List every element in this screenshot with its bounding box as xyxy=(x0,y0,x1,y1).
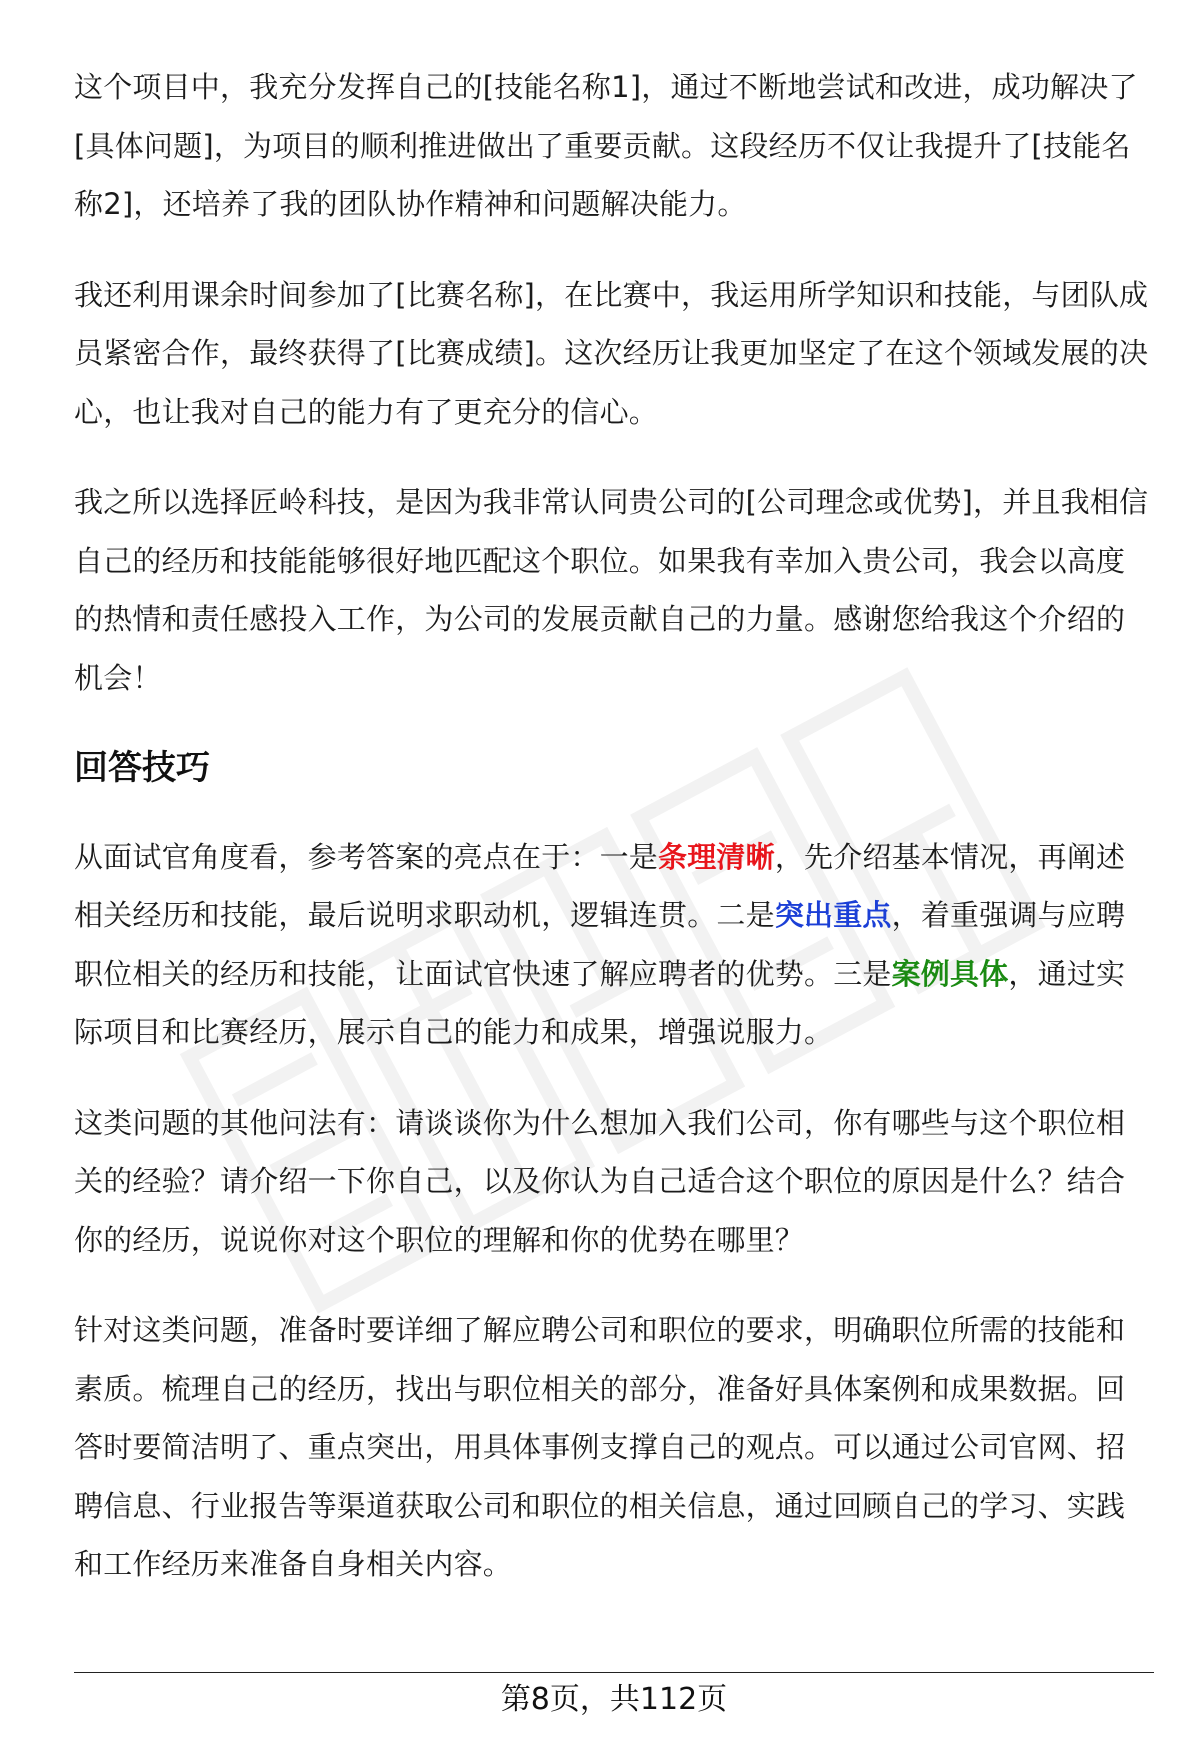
paragraph-preparation-advice: 针对这类问题，准备时要详细了解应聘公司和职位的要求，明确职位所需的技能和素质。梳理自己的经历，找出与职位相关的部分，准备好具体案例和成果数据。回答时要简洁明了、重点突出，用具体事例支撑自己的观点。可以通过公司官网、招聘信息、行业报告等渠道获取公司和职位的相关信息，通过回顾自己的学习、实践和工作经历来准备自身相关内容。 xyxy=(74,1313,1126,1581)
paragraph-project-experience: 这个项目中，我充分发挥自己的[技能名称1]，通过不断地尝试和改进，成功解决了[具体问题]，为项目的顺利推进做出了重要贡献。这段经历不仅让我提升了[技能名称2]，还培养了我的团队协作精神和问题解决能力。 xyxy=(74,70,1138,221)
tips-text-4: ，通过实际项目和比赛经历，展示自己的能力和成果，增强说服力。 xyxy=(74,956,1126,1049)
paragraph-competition-experience: 我还利用课余时间参加了[比赛名称]，在比赛中，我运用所学知识和技能，与团队成员紧密合作，最终获得了[比赛成绩]。这次经历让我更加坚定了在这个领域发展的决心，也让我对自己的能力有了更充分的信心。 xyxy=(74,277,1149,429)
highlight-concrete-cases: 案例具体 xyxy=(891,956,1009,991)
paragraph-alternative-questions: 这类问题的其他问法有：请谈谈你为什么想加入我们公司，你有哪些与这个职位相关的经验？请介绍一下你自己，以及你认为自己适合这个职位的原因是什么？结合你的经历，说说你对这个职位的理解和你的优势在哪里？ xyxy=(74,1105,1126,1257)
section-heading-answer-tips: 回答技巧 xyxy=(74,748,210,788)
document-body xyxy=(74,58,1154,1626)
footer-divider xyxy=(74,1672,1154,1673)
tips-text-2: ，先介绍基本情况，再阐述相关经历和技能，最后说明求职动机，逻辑连贯。二是 xyxy=(74,839,1126,932)
highlight-key-points: 突出重点 xyxy=(774,898,892,932)
page-number: 第8页，共112页 xyxy=(500,1682,728,1717)
highlight-clear-structure: 条理清晰 xyxy=(658,839,775,874)
tips-text-3: ，着重强调与应聘职位相关的经历和技能，让面试官快速了解应聘者的优势。三是 xyxy=(74,898,1126,991)
tips-text-1: 从面试官角度看，参考答案的亮点在于：一是 xyxy=(74,839,659,874)
paragraph-interviewer-perspective xyxy=(74,828,1154,1062)
paragraph-motivation: 我之所以选择匠岭科技，是因为我非常认同贵公司的[公司理念或优势]，并且我相信自己的经历和技能能够很好地匹配这个职位。如果我有幸加入贵公司，我会以高度的热情和责任感投入工作，为公司的发展贡献自己的力量。感谢您给我这个介绍的机会！ xyxy=(74,485,1149,695)
